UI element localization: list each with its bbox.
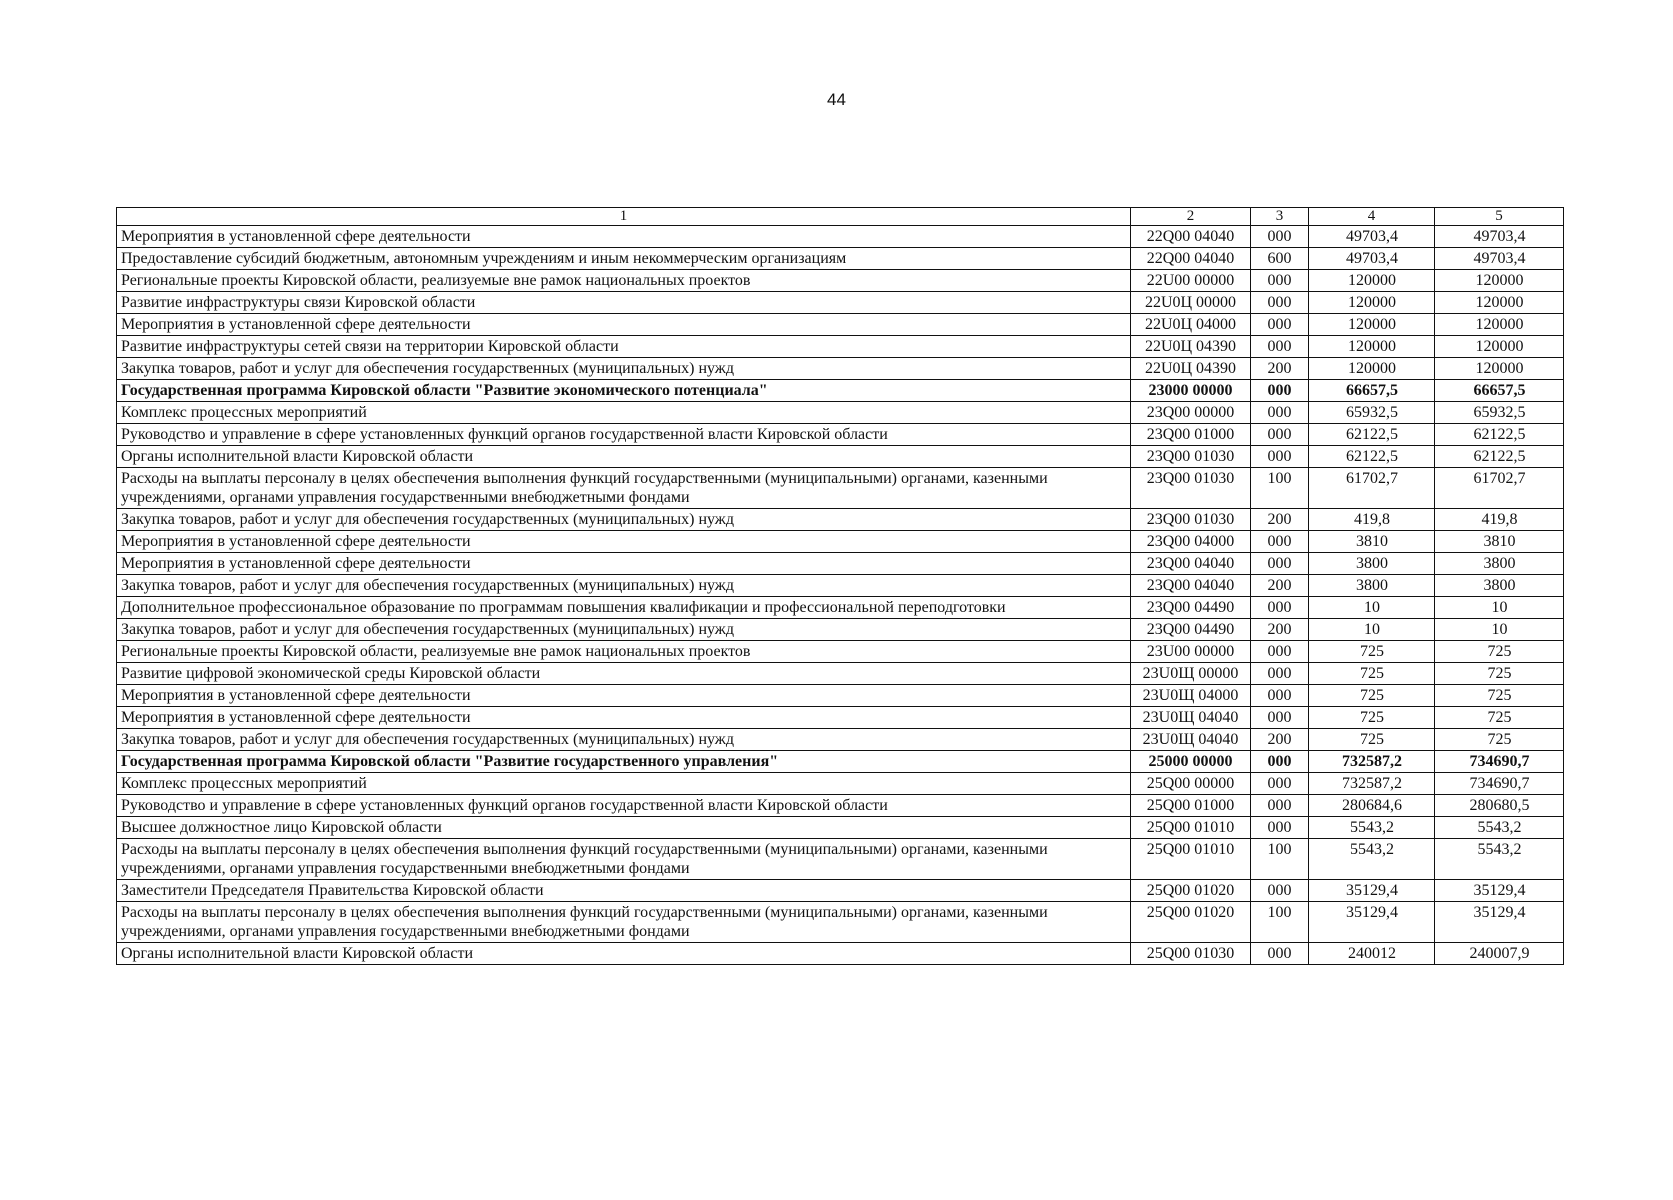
row-value-col5-cell: 725: [1435, 729, 1564, 751]
row-value-col5-cell: 725: [1435, 663, 1564, 685]
row-value-col4-cell: 725: [1309, 685, 1435, 707]
row-value-col4-cell: 65932,5: [1309, 402, 1435, 424]
table-row: [117, 446, 1564, 468]
row-type-cell: 100: [1251, 468, 1309, 509]
table-row: [117, 292, 1564, 314]
table-row: [117, 817, 1564, 839]
row-value-col5-cell: 65932,5: [1435, 402, 1564, 424]
table-row: [117, 468, 1564, 509]
row-name-cell: Мероприятия в установленной сфере деятельности: [117, 707, 1131, 729]
row-value-col4-cell: 725: [1309, 707, 1435, 729]
row-value-col4-cell: 120000: [1309, 336, 1435, 358]
row-value-col5-cell: 120000: [1435, 358, 1564, 380]
row-name-cell: Закупка товаров, работ и услуг для обеспечения государственных (муниципальных) нужд: [117, 619, 1131, 641]
table-row: [117, 553, 1564, 575]
table-row: [117, 663, 1564, 685]
row-type-cell: 000: [1251, 751, 1309, 773]
table-row: [117, 575, 1564, 597]
row-name-cell: Мероприятия в установленной сфере деятельности: [117, 685, 1131, 707]
row-value-col4-cell: 5543,2: [1309, 817, 1435, 839]
row-type-cell: 000: [1251, 226, 1309, 248]
row-name-cell: Развитие инфраструктуры сетей связи на территории Кировской области: [117, 336, 1131, 358]
row-value-col4-cell: 120000: [1309, 358, 1435, 380]
table-row: [117, 424, 1564, 446]
table-row: [117, 380, 1564, 402]
header-cell-1: 1: [117, 208, 1131, 226]
row-value-col4-cell: 35129,4: [1309, 880, 1435, 902]
table-row: [117, 531, 1564, 553]
row-type-cell: 000: [1251, 880, 1309, 902]
row-type-cell: 200: [1251, 619, 1309, 641]
row-name-cell: Региональные проекты Кировской области, реализуемые вне рамок национальных проектов: [117, 270, 1131, 292]
row-value-col5-cell: 120000: [1435, 292, 1564, 314]
row-name-cell: Закупка товаров, работ и услуг для обеспечения государственных (муниципальных) нужд: [117, 575, 1131, 597]
table-row: [117, 641, 1564, 663]
row-value-col4-cell: 725: [1309, 729, 1435, 751]
row-code-cell: 25Q00 01000: [1131, 795, 1251, 817]
row-value-col5-cell: 35129,4: [1435, 880, 1564, 902]
row-type-cell: 000: [1251, 380, 1309, 402]
row-type-cell: 000: [1251, 531, 1309, 553]
row-value-col4-cell: 3800: [1309, 553, 1435, 575]
row-value-col4-cell: 3800: [1309, 575, 1435, 597]
row-value-col4-cell: 120000: [1309, 314, 1435, 336]
row-value-col5-cell: 280680,5: [1435, 795, 1564, 817]
header-cell-4: 4: [1309, 208, 1435, 226]
row-type-cell: 000: [1251, 446, 1309, 468]
row-value-col4-cell: 10: [1309, 619, 1435, 641]
row-value-col5-cell: 3800: [1435, 553, 1564, 575]
table-row: [117, 270, 1564, 292]
header-cell-5: 5: [1435, 208, 1564, 226]
row-type-cell: 000: [1251, 641, 1309, 663]
table-row: [117, 402, 1564, 424]
row-name-cell: Руководство и управление в сфере установленных функций органов государственной власти Кировской области: [117, 424, 1131, 446]
row-code-cell: 25000 00000: [1131, 751, 1251, 773]
row-type-cell: 000: [1251, 773, 1309, 795]
row-code-cell: 22Q00 04040: [1131, 248, 1251, 270]
row-name-cell: Мероприятия в установленной сфере деятельности: [117, 531, 1131, 553]
row-code-cell: 23Q00 04490: [1131, 597, 1251, 619]
row-value-col4-cell: 66657,5: [1309, 380, 1435, 402]
row-name-cell: Региональные проекты Кировской области, реализуемые вне рамок национальных проектов: [117, 641, 1131, 663]
row-name-cell: Органы исполнительной власти Кировской области: [117, 446, 1131, 468]
row-type-cell: 200: [1251, 509, 1309, 531]
row-code-cell: 23U0Щ 04000: [1131, 685, 1251, 707]
header-cell-2: 2: [1131, 208, 1251, 226]
row-code-cell: 23Q00 04490: [1131, 619, 1251, 641]
row-code-cell: 23Q00 01030: [1131, 446, 1251, 468]
row-value-col5-cell: 35129,4: [1435, 902, 1564, 943]
row-value-col5-cell: 734690,7: [1435, 751, 1564, 773]
row-type-cell: 600: [1251, 248, 1309, 270]
row-code-cell: 23Q00 04040: [1131, 575, 1251, 597]
row-value-col5-cell: 61702,7: [1435, 468, 1564, 509]
row-code-cell: 23U0Щ 00000: [1131, 663, 1251, 685]
row-name-cell: Закупка товаров, работ и услуг для обеспечения государственных (муниципальных) нужд: [117, 729, 1131, 751]
row-name-cell: Развитие цифровой экономической среды Кировской области: [117, 663, 1131, 685]
table-row: [117, 839, 1564, 880]
row-type-cell: 200: [1251, 358, 1309, 380]
row-code-cell: 22U00 00000: [1131, 270, 1251, 292]
row-value-col4-cell: 61702,7: [1309, 468, 1435, 509]
row-code-cell: 22U0Ц 00000: [1131, 292, 1251, 314]
row-type-cell: 000: [1251, 707, 1309, 729]
row-name-cell: Дополнительное профессиональное образование по программам повышения квалификации и профессиональной переподготовки: [117, 597, 1131, 619]
table-row: [117, 707, 1564, 729]
table-row: [117, 729, 1564, 751]
row-type-cell: 000: [1251, 336, 1309, 358]
row-value-col4-cell: 240012: [1309, 943, 1435, 965]
row-type-cell: 000: [1251, 685, 1309, 707]
row-value-col4-cell: 3810: [1309, 531, 1435, 553]
row-name-cell: Мероприятия в установленной сфере деятельности: [117, 314, 1131, 336]
row-value-col5-cell: 3810: [1435, 531, 1564, 553]
row-value-col4-cell: 419,8: [1309, 509, 1435, 531]
row-value-col5-cell: 49703,4: [1435, 226, 1564, 248]
row-code-cell: 25Q00 00000: [1131, 773, 1251, 795]
table-row: [117, 336, 1564, 358]
row-name-cell: Государственная программа Кировской области "Развитие экономического потенциала": [117, 380, 1131, 402]
row-code-cell: 25Q00 01020: [1131, 880, 1251, 902]
row-type-cell: 000: [1251, 817, 1309, 839]
row-name-cell: Заместители Председателя Правительства Кировской области: [117, 880, 1131, 902]
row-code-cell: 25Q00 01010: [1131, 839, 1251, 880]
row-value-col5-cell: 62122,5: [1435, 424, 1564, 446]
row-code-cell: 22U0Ц 04390: [1131, 336, 1251, 358]
row-value-col4-cell: 10: [1309, 597, 1435, 619]
row-value-col4-cell: 725: [1309, 641, 1435, 663]
row-code-cell: 25Q00 01030: [1131, 943, 1251, 965]
row-value-col4-cell: 49703,4: [1309, 226, 1435, 248]
table-row: [117, 619, 1564, 641]
row-name-cell: Предоставление субсидий бюджетным, автономным учреждениям и иным некоммерческим организациям: [117, 248, 1131, 270]
row-value-col5-cell: 66657,5: [1435, 380, 1564, 402]
table-body: [117, 226, 1564, 965]
table-row: [117, 751, 1564, 773]
table-row: [117, 795, 1564, 817]
row-value-col4-cell: 120000: [1309, 292, 1435, 314]
row-value-col5-cell: 3800: [1435, 575, 1564, 597]
row-type-cell: 000: [1251, 402, 1309, 424]
row-code-cell: 23U00 00000: [1131, 641, 1251, 663]
row-value-col5-cell: 49703,4: [1435, 248, 1564, 270]
row-code-cell: 23Q00 04040: [1131, 553, 1251, 575]
row-name-cell: Закупка товаров, работ и услуг для обеспечения государственных (муниципальных) нужд: [117, 509, 1131, 531]
row-value-col5-cell: 725: [1435, 641, 1564, 663]
row-name-cell: Развитие инфраструктуры связи Кировской области: [117, 292, 1131, 314]
row-name-cell: Мероприятия в установленной сфере деятельности: [117, 226, 1131, 248]
row-value-col4-cell: 732587,2: [1309, 773, 1435, 795]
table-row: [117, 509, 1564, 531]
row-code-cell: 23Q00 00000: [1131, 402, 1251, 424]
row-name-cell: Комплекс процессных мероприятий: [117, 402, 1131, 424]
row-type-cell: 200: [1251, 729, 1309, 751]
table-row: [117, 248, 1564, 270]
budget-table: [116, 207, 1564, 965]
row-value-col4-cell: 725: [1309, 663, 1435, 685]
row-value-col5-cell: 120000: [1435, 336, 1564, 358]
row-name-cell: Комплекс процессных мероприятий: [117, 773, 1131, 795]
row-type-cell: 100: [1251, 839, 1309, 880]
row-value-col4-cell: 732587,2: [1309, 751, 1435, 773]
row-type-cell: 000: [1251, 292, 1309, 314]
row-value-col4-cell: 62122,5: [1309, 446, 1435, 468]
row-code-cell: 23Q00 04000: [1131, 531, 1251, 553]
row-value-col5-cell: 10: [1435, 597, 1564, 619]
row-name-cell: Государственная программа Кировской области "Развитие государственного управления": [117, 751, 1131, 773]
row-value-col5-cell: 725: [1435, 707, 1564, 729]
row-type-cell: 000: [1251, 943, 1309, 965]
row-type-cell: 000: [1251, 597, 1309, 619]
row-code-cell: 25Q00 01020: [1131, 902, 1251, 943]
row-value-col5-cell: 120000: [1435, 270, 1564, 292]
table-row: [117, 902, 1564, 943]
table-row: [117, 685, 1564, 707]
row-code-cell: 22Q00 04040: [1131, 226, 1251, 248]
row-name-cell: Расходы на выплаты персоналу в целях обеспечения выполнения функций государственными (муниципальными) органами, казенными учреждениями, органами управления государственными внебюджетными фондами: [117, 468, 1131, 509]
row-code-cell: 23Q00 01000: [1131, 424, 1251, 446]
row-value-col5-cell: 5543,2: [1435, 817, 1564, 839]
table-row: [117, 943, 1564, 965]
row-name-cell: Руководство и управление в сфере установленных функций органов государственной власти Кировской области: [117, 795, 1131, 817]
row-name-cell: Расходы на выплаты персоналу в целях обеспечения выполнения функций государственными (муниципальными) органами, казенными учреждениями, органами управления государственными внебюджетными фондами: [117, 902, 1131, 943]
row-code-cell: 22U0Ц 04390: [1131, 358, 1251, 380]
row-value-col5-cell: 240007,9: [1435, 943, 1564, 965]
row-type-cell: 000: [1251, 663, 1309, 685]
row-value-col4-cell: 120000: [1309, 270, 1435, 292]
row-type-cell: 100: [1251, 902, 1309, 943]
row-value-col5-cell: 10: [1435, 619, 1564, 641]
row-code-cell: 22U0Ц 04000: [1131, 314, 1251, 336]
row-type-cell: 000: [1251, 424, 1309, 446]
row-value-col5-cell: 725: [1435, 685, 1564, 707]
row-type-cell: 000: [1251, 795, 1309, 817]
table-row: [117, 880, 1564, 902]
row-name-cell: Органы исполнительной власти Кировской области: [117, 943, 1131, 965]
row-name-cell: Закупка товаров, работ и услуг для обеспечения государственных (муниципальных) нужд: [117, 358, 1131, 380]
table-row: [117, 773, 1564, 795]
row-value-col5-cell: 120000: [1435, 314, 1564, 336]
header-row: [117, 208, 1564, 226]
row-name-cell: Расходы на выплаты персоналу в целях обеспечения выполнения функций государственными (муниципальными) органами, казенными учреждениями, органами управления государственными внебюджетными фондами: [117, 839, 1131, 880]
row-type-cell: 000: [1251, 270, 1309, 292]
row-value-col4-cell: 5543,2: [1309, 839, 1435, 880]
row-value-col5-cell: 5543,2: [1435, 839, 1564, 880]
row-code-cell: 23U0Щ 04040: [1131, 729, 1251, 751]
row-code-cell: 23000 00000: [1131, 380, 1251, 402]
table-row: [117, 226, 1564, 248]
row-value-col4-cell: 49703,4: [1309, 248, 1435, 270]
row-value-col5-cell: 419,8: [1435, 509, 1564, 531]
row-value-col4-cell: 62122,5: [1309, 424, 1435, 446]
page-number: 44: [827, 90, 846, 109]
row-value-col4-cell: 35129,4: [1309, 902, 1435, 943]
row-type-cell: 000: [1251, 553, 1309, 575]
row-value-col5-cell: 62122,5: [1435, 446, 1564, 468]
row-code-cell: 23Q00 01030: [1131, 468, 1251, 509]
row-type-cell: 200: [1251, 575, 1309, 597]
table-row: [117, 314, 1564, 336]
row-code-cell: 25Q00 01010: [1131, 817, 1251, 839]
table-row: [117, 597, 1564, 619]
row-value-col5-cell: 734690,7: [1435, 773, 1564, 795]
row-value-col4-cell: 280684,6: [1309, 795, 1435, 817]
row-code-cell: 23Q00 01030: [1131, 509, 1251, 531]
row-code-cell: 23U0Щ 04040: [1131, 707, 1251, 729]
row-name-cell: Мероприятия в установленной сфере деятельности: [117, 553, 1131, 575]
header-cell-3: 3: [1251, 208, 1309, 226]
table-row: [117, 358, 1564, 380]
row-type-cell: 000: [1251, 314, 1309, 336]
row-name-cell: Высшее должностное лицо Кировской области: [117, 817, 1131, 839]
